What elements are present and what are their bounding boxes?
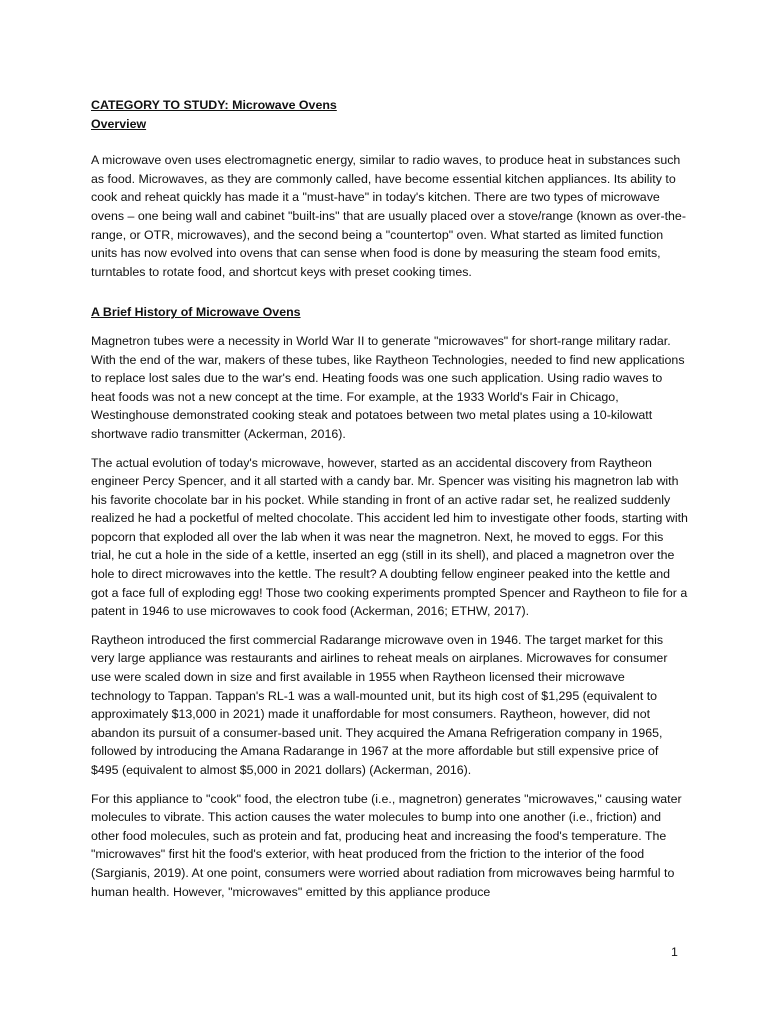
category-heading: CATEGORY TO STUDY: Microwave Ovens [91, 98, 337, 112]
history-paragraph: Raytheon introduced the first commercial Radarange microwave oven in 1946. The target market for this very large appliance was restaurants and airlines to reheat meals on airplanes. Microwaves for consumer use were scaled down in size and first available in 1955 when Raytheon licensed their microwave technology to Tappan. Tappan's RL-1 was a wall-mounted unit, but its high cost of $1,295 (equivalent to approximately $13,000 in 2021) made it unaffordable for most consumers. Raytheon, however, did not abandon its pursuit of a consumer-based unit. They acquired the Amana Refrigeration company in 1965, followed by introducing the Amana Radarange in 1967 at the more affordable but still expensive price of $495 (equivalent to almost $5,000 in 2021 dollars) (Ackerman, 2016). [91, 632, 668, 777]
history-paragraph: The actual evolution of today's microwave, however, started as an accidental discovery from Raytheon engineer Percy Spencer, and it all started with a candy bar. Mr. Spencer was visiting his magnetron lab with his favorite chocolate bar in his pocket. While standing in front of an active radar set, he realized suddenly realized he had a pocketful of melted chocolate. This accident led him to investigate other foods, starting with popcorn that exploded all over the lab when it was near the magnetron. Next, he moved to eggs. For this trial, he cut a hole in the side of a kettle, inserted an egg (still in its shell), and placed a magnetron over the hole to direct microwaves into the kettle. The result? A doubting fellow engineer peaked into the kettle and got a face full of exploding egg! Those two cooking experiments prompted Spencer and Raytheon to file for a patent in 1946 to use microwaves to cook food (Ackerman, 2016; ETHW, 2017). [91, 455, 688, 619]
overview-paragraph: A microwave oven uses electromagnetic energy, similar to radio waves, to produce heat in substances such as food. Microwaves, as they are commonly called, have become essential kitchen appliances. Its ability to cook and reheat quickly has made it a "must-have" in today's kitchen. There are two types of microwave ovens – one being wall and cabinet "built-ins" that are usually placed over a stove/range (known as over-the-range, or OTR, microwaves), and the second being a "countertop" oven. What started as limited function units has now evolved into ovens that can sense when food is done by measuring the steam food emits, turntables to rotate food, and shortcut keys with preset cooking times. [91, 153, 686, 279]
history-heading: A Brief History of Microwave Ovens [91, 305, 301, 320]
history-paragraph: For this appliance to "cook" food, the electron tube (i.e., magnetron) generates "microwaves," causing water molecules to vibrate. This action causes the water molecules to bump into one another (i.e., friction) and other food molecules, such as protein and fat, producing heat and increasing the food's temperature. The "microwaves" first hit the food's exterior, with heat produced from the friction to the interior of the food (Sargianis, 2019). At one point, consumers were worried about radiation from microwaves being harmful to human health. However, "microwaves" emitted by this appliance produce [91, 791, 682, 899]
page-number: 1 [671, 945, 678, 959]
overview-heading: Overview [91, 116, 147, 131]
history-paragraph: Magnetron tubes were a necessity in World War II to generate "microwaves" for short-range military radar. With the end of the war, makers of these tubes, like Raytheon Technologies, needed to find new applications to replace lost sales due to the war's end. Heating foods was one such application. Using radio waves to heat foods was not a new concept at the time. For example, at the 1933 World's Fair in Chicago, Westinghouse demonstrated cooking steak and potatoes between two metal plates using a 10-kilowatt shortwave radio transmitter (Ackerman, 2016). [91, 333, 685, 441]
document-body [91, 96, 688, 911]
